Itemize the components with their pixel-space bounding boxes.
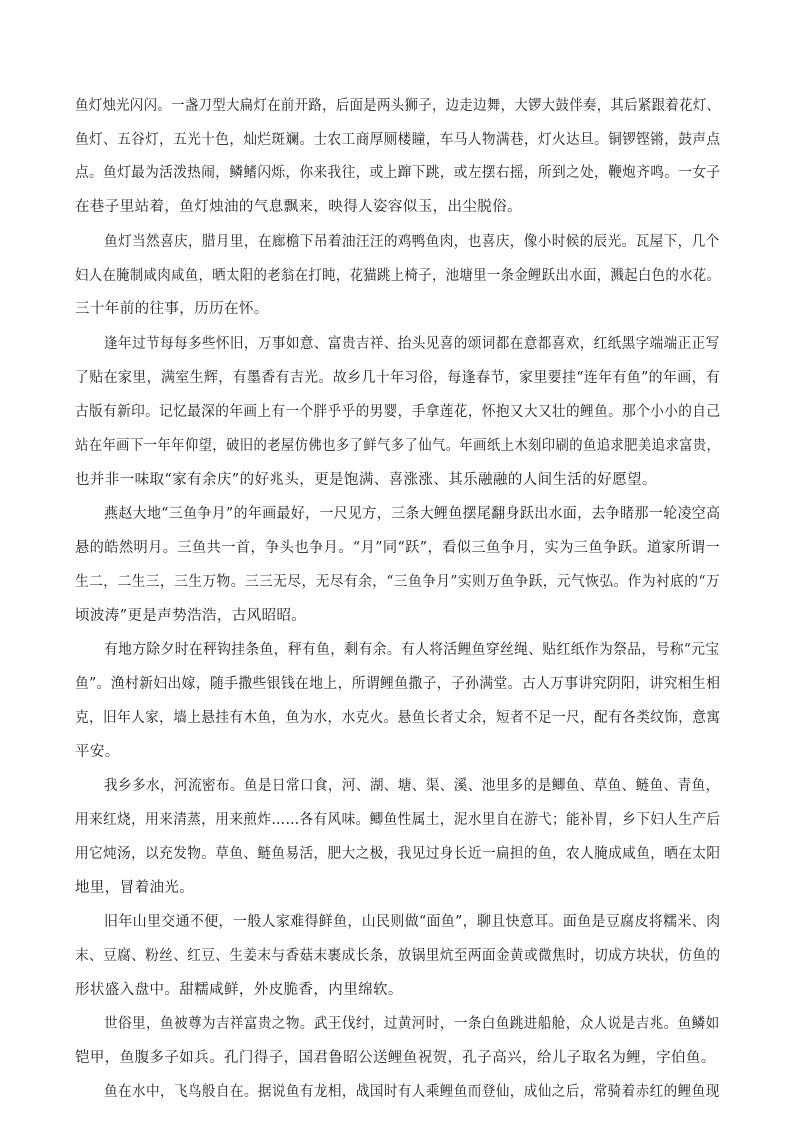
text-line: 也并非一味取“家有余庆”的好兆头，更是饱满、喜涨涨、其乐融融的人间生活的好愿望。	[75, 472, 657, 488]
text-line: 妇人在腌制咸肉咸鱼，晒太阳的老翁在打盹，花猫跳上椅子，池塘里一条金鲤跃出水面，溅起白色的水花。	[75, 268, 721, 284]
text-line: 用它炖汤，以充发物。草鱼、鲢鱼易活，肥大之极，我见过身长近一扁担的鱼，农人腌成咸鱼，晒在太阳	[75, 846, 721, 862]
text-line: 鱼灯烛光闪闪。一盏刀型大扁灯在前开路，后面是两头狮子，边走边舞，大锣大鼓伴奏，其后紧跟着花灯、	[75, 98, 721, 114]
text-line: 点。鱼灯最为活泼热闹，鳞鳍闪烁，你来我往，或上蹿下跳，或左摆右摇，所到之处，鞭炮齐鸣。一女子	[75, 165, 721, 181]
text-line: 三十年前的往事，历历在怀。	[75, 301, 269, 317]
text-line: 鱼灯当然喜庆，腊月里，在廊檐下吊着油汪汪的鸡鸭鱼肉，也喜庆，像小时候的辰光。瓦屋下，几个	[104, 234, 720, 250]
text-line: 铠甲，鱼腹多子如兵。孔门得子，国君鲁昭公送鲤鱼祝贺，孔子高兴，给儿子取名为鲤，字伯鱼。	[75, 1050, 716, 1066]
text-line: 平安。	[75, 744, 120, 760]
text-line: 鱼在水中，飞鸟般自在。据说鱼有龙相，战国时有人乘鲤鱼而登仙，成仙之后，常骑着赤红的鲤鱼现	[104, 1084, 720, 1100]
text-line: 形状盛入盘中。甜糯咸鲜，外皮脆香，内里绵软。	[75, 982, 403, 998]
text-line: 悬的皓然明月。三鱼共一首，争头也争月。“月”同“跃”，看似三鱼争月，实为三鱼争跃。道家所谓一	[75, 540, 721, 556]
text-line: 生二，二生三，三生万物。三三无尽，无尽有余，“三鱼争月”实则万鱼争跃，元气恢弘。作为衬底的“万	[75, 574, 721, 590]
text-line: 克，旧年人家，墙上悬挂有木鱼，鱼为水，水克火。悬鱼长者丈余，短者不足一尺，配有各类纹饰，意寓	[75, 710, 721, 726]
text-line: 古版有新印。记忆最深的年画上有一个胖乎乎的男婴，手拿莲花，怀抱又大又壮的鲤鱼。那个小小的自己	[75, 404, 721, 420]
text-line: 末、豆腐、粉丝、红豆、生姜末与香菇末裹成长条，放锅里炕至两面金黄或微焦时，切成方块状，仿鱼的	[75, 948, 721, 964]
text-line: 在巷子里站着，鱼灯烛油的气息飘来，映得人姿容似玉，出尘脱俗。	[75, 199, 522, 215]
text-line: 了贴在家里，满室生辉，有墨香有吉光。故乡几十年习俗，每逢春节，家里要挂“连年有鱼”的年画，有	[75, 370, 721, 386]
text-line: 旧年山里交通不便，一般人家难得鲜鱼，山民则做“面鱼”，聊且快意耳。面鱼是豆腐皮将糯米、肉	[104, 914, 721, 930]
text-line: 地里，冒着油光。	[75, 880, 195, 896]
text-line: 用来红烧，用来清蒸，用来煎炸……各有风味。鲫鱼性属土，泥水里自在游弋；能补胃，乡下妇人生产后	[75, 812, 721, 828]
text-line: 顷波涛”更是声势浩浩，古风昭昭。	[75, 608, 307, 624]
text-line: 燕赵大地“三鱼争月”的年画最好，一尺见方，三条大鲤鱼摆尾翻身跃出水面，去争睹那一轮凌空高	[104, 506, 721, 522]
text-line: 我乡多水，河流密布。鱼是日常口食，河、湖、塘、渠、溪、池里多的是鲫鱼、草鱼、鲢鱼、青鱼，	[104, 778, 720, 794]
text-line: 世俗里，鱼被尊为吉祥富贵之物。武王伐纣，过黄河时，一条白鱼跳进船舱，众人说是吉兆。鱼鳞如	[104, 1016, 720, 1032]
text-line: 有地方除夕时在秤钩挂条鱼，秤有鱼，剩有余。有人将活鲤鱼穿丝绳、贴红纸作为祭品，号称“元宝	[104, 642, 720, 658]
text-line: 站在年画下一年年仰望，破旧的老屋仿佛也多了鲜气多了仙气。年画纸上木刻印刷的鱼追求肥美追求富贵，	[75, 438, 721, 454]
text-line: 鱼”。渔村新妇出嫁，随手撒些银钱在地上，所谓鲤鱼撒子，子孙满堂。古人万事讲究阴阳，讲究相生相	[75, 676, 721, 692]
text-line: 逢年过节每每多些怀旧，万事如意、富贵吉祥、抬头见喜的颂词都在意都喜欢，红纸黑字端端正正写	[104, 336, 720, 352]
text-line: 鱼灯、五谷灯，五光十色，灿烂斑斓。士农工商厚厕楼瞳，车马人物满巷，灯火达旦。铜锣铿锵，鼓声点	[75, 132, 721, 148]
